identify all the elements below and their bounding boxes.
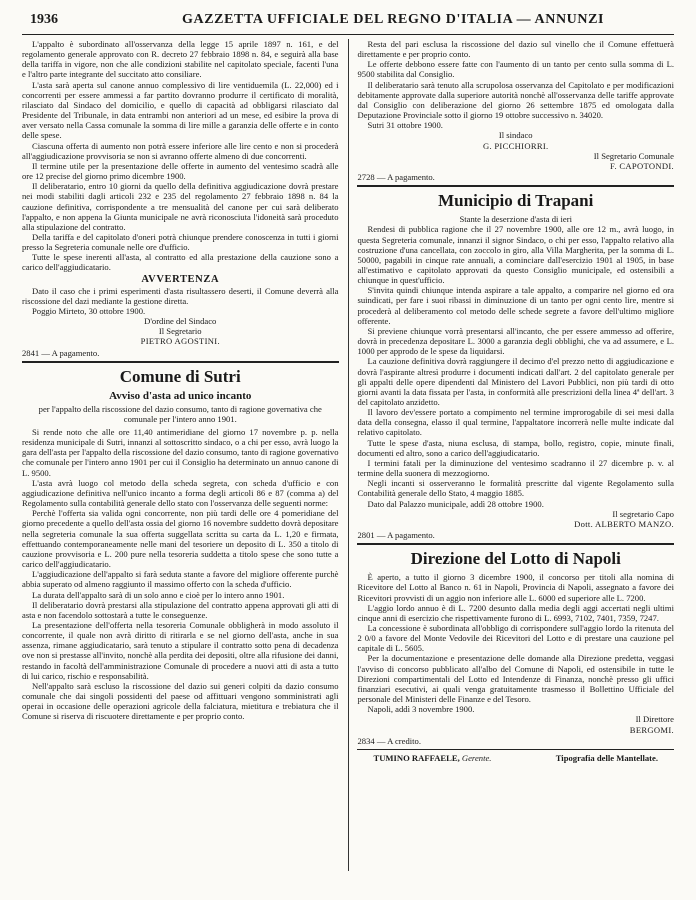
secretary-name: F. CAPOTONDI.	[610, 160, 674, 171]
paragraph: L'asta avrà luogo col metodo della scheda segreta, con scheda d'ufficio e con aggiudicazione definitiva nell'unico incanto a forma degli articoli 86 e 87 (comma a) del Regolamento sulla contabilità generale dello stato con l'osservanza delle seguenti norme:	[22, 477, 339, 509]
paragraph: Si previene chiunque vorrà presentarsi all'incanto, che per essere ammesso ad offerire, dovrà in precedenza depositare L. 3000 a garanzia degli obblighi, che va ad assumere, e L. 1000 per approdo de le spese da liquidarsi.	[357, 325, 674, 357]
paragraph: L'asta sarà aperta sul canone annuo complessivo di lire ventiduemila (L. 22,000) ed i concorrenti per essere ammessi a far partito dovranno produrre il certificato di moralità, rilasciato dal Sindaco del domicilio, e quello di capacità ad obbligarsi rilasciato dal Presidente del Tribunale, in data entrambi non anteriori ad un mese, ed esibire la prova di aver versato nella Cassa comunale la somma di lire mille a garanzia delle offerte e in conto delle spese.	[22, 79, 339, 141]
paragraph: Il termine utile per la presentazione delle offerte in aumento del ventesimo scadrà alle ore 12 precise del giorno primo dicembre 1900.	[22, 160, 339, 182]
paragraph: Per la documentazione e presentazione delle domande alla Direzione predetta, veggasi l'avviso di concorso pubblicato all'albo del Comune di Napoli, ed ostensibile in tutte le Direzioni compartimentali del Lotto ed Intendenze di Finanza, nonchè presso gli uffici finanziari esecutivi, ai quali venga gratuitamente trasmesso il Bollettino Ufficiale del personale del Ministeri delle Finanze e del Tesoro.	[357, 653, 674, 705]
paragraph: Rendesi di pubblica ragione che il 27 novembre 1900, alle ore 12 m., avrà luogo, in questa Segreteria comunale, innanzi il signor Sindaco, o chi per esso, l'appalto relativo alla costruzione d'una cancellata, con zoccolo in giro, alla Villa Margherita, per la somma di L. 50000, pagabili in cinque rate annuali, a cominciare dall'esercizio 1901 al 1905, in base all'estimativo e capitolato approvati da questo Consiglio municipale, ed ostensibili a chiunque in quest'ufficio.	[357, 224, 674, 286]
secretary-name: Dott. ALBERTO MANZO.	[574, 518, 674, 529]
notice-number: 2841	[22, 347, 40, 358]
sutri-notice	[22, 366, 339, 722]
order-line: D'ordine del Sindaco	[144, 316, 217, 327]
paragraph: S'invita quindi chiunque intenda aspirare a tale appalto, a comparire nel giorno ed ora suindicati, per fare i suoi ribassi in diminuzione di un tanto per ogni cento lire, mentre si procederà al deliberamento col metodo delle schede segrete a favore dell'ultimo migliore offerente.	[357, 285, 674, 326]
paragraph: La durata dell'appalto sarà di un solo anno e cioè per lo intero anno 1901.	[32, 589, 285, 600]
sindaco-name: G. PICCHIORRI.	[482, 140, 549, 151]
sutri-intro: per l'appalto della riscossione del dazio consumo, tanto di ragione governativa che comunale per l'intero anno 1901.	[38, 403, 322, 424]
paragraph: Ciascuna offerta di aumento non potrà essere inferiore alle lire cento e non si procederà all'aggiudicazione provvisoria se non si avranno offerte almeno di due concorrenti.	[22, 140, 339, 161]
paragraph: Il deliberatario sarà tenuto alla scrupolosa osservanza del Capitolato e per modificazioni debitamente approvate dalla superiore autorità nonchè all'osservanza delle tariffe approvate dal Consiglio con deliberazione del giorno 26 settembre 1875 ed omologata dalla Deputazione Provinciale sotto il giorno 19 ottobre successivo n. 34020.	[357, 79, 674, 121]
paragraph: Perchè l'offerta sia valida ogni concorrente, non più tardi delle ore 4 pomeridiane del giorno precedente a quello dell'asta ossia del giorno 16 novembre suddetto dovrà depositare nella segreteria comunale la sua offerta suggellata scritta su carta da L. 1,20 e firmata, effettuando contemporaneamente nelle mani del tesoriere un deposito di L. 350 a titolo di cauzione provvisoria e L. 200 pure nella tesoreria suddetta a titolo spese che sono tutte a carico dell'aggiudicatario.	[22, 508, 339, 570]
lotto-title: Direzione del Lotto di Napoli	[410, 549, 621, 569]
section-separator	[357, 185, 674, 187]
paragraph: Il lavoro dev'essere portato a compimento nel termine improrogabile di sei mesi dalla data della consegna, elasso il qual termine, l'appaltatore incorrerà nelle multe indicate dal relativo capitolato.	[357, 407, 674, 438]
payment-text: — A pagamento.	[376, 172, 435, 183]
paragraph: Nell'appalto sarà escluso la riscossione del dazio sui generi colpiti da dazio consumo comunale che dai singoli possidenti del paese od affittuari vengono somministrati agli operai in occasione delle operazioni agricole della falciatura, mietitura e trebiatura che il Comune si riserva di riscuotere direttamente e per proprio conto.	[22, 680, 339, 722]
paragraph: Dato dal Palazzo municipale, addì 28 ottobre 1900.	[367, 498, 544, 509]
director-name: BERGOMI.	[629, 724, 674, 735]
director-title: Il Direttore	[635, 714, 674, 725]
section-separator	[22, 361, 339, 363]
notice-number: 2801	[357, 530, 375, 541]
page-number: 1936	[30, 12, 58, 27]
paragraph: Resta del pari esclusa la riscossione del dazio sul vinello che il Comune effettuerà direttamente e per proprio conto.	[357, 39, 674, 60]
trapani-lead: Stante la deserzione d'asta di ieri	[459, 214, 572, 225]
lotto-notice	[357, 548, 674, 735]
payment-line	[357, 530, 674, 540]
sutri-title: Comune di Sutri	[119, 366, 241, 386]
paragraph: È aperto, a tutto il giorno 3 dicembre 1900, il concorso per titoli alla nomina di Ricevitore del Lotto al Banco n. 61 in Napoli, Provincia di Napoli, assegnato a favore dei Ricevitori provvisti di un aggio non inferiore alle L. 6000 ed superiore alle L. 7200.	[357, 572, 674, 603]
place-date: Sutri 31 ottobre 1900.	[367, 120, 443, 131]
paragraph: Tutte le spese d'asta, niuna esclusa, di stampa, bollo, registro, copie, minute finali, documenti ed altro, sono a carico dell'aggiudicatario.	[357, 437, 674, 458]
paragraph: L'aggiudicazione dell'appalto si farà seduta stante a favore del migliore offerente purchè abbia superato od almeno raggiunto il massimo offerto con la scheda d'ufficio.	[22, 569, 339, 590]
section-separator	[357, 543, 674, 545]
left-column	[22, 39, 345, 871]
payment-text: — A credito.	[376, 735, 421, 746]
paragraph: L'aggio lordo annuo è di L. 7200 desunto dalla media degli aggi accertati negli ultimi cinque anni di esercizio che rispettivamente furono di L. 6993, 7102, 7401, 7359, 7247.	[357, 602, 674, 623]
paragraph: Le offerte debbono essere fatte con l'aumento di un tanto per cento sulla somma di L. 9500 stabilita dal Consiglio.	[357, 59, 674, 80]
poggio-notice-body	[22, 39, 339, 273]
notice-number: 2834	[357, 735, 375, 746]
paragraph: Della tariffa e del capitolato d'oneri potrà chiunque prendere conoscenza in tutti i giorni presso la Segreteria comunale nelle ore d'ufficio.	[22, 231, 339, 253]
paragraph: Negli incanti si osserveranno le formalità prescritte dal vigente Regolamento sulla Contabilità generale dello Stato, 4 maggio 1885.	[357, 478, 674, 499]
secretary-title: Il segretario Capo	[612, 508, 674, 519]
columns	[22, 39, 674, 871]
payment-line	[357, 736, 674, 746]
sutri-subtitle: Avviso d'asta ad unico incanto	[109, 389, 252, 402]
printer-role: Gerente.	[461, 752, 492, 763]
paragraph: La cauzione definitiva dovrà raggiungere il decimo d'el prezzo netto di aggiudicazione e dovrà l'aspirante altresì produrre i documenti indicati dall'art. 2 del capitolato generale per gli appalti delle opere dipendenti dal Ministero del Lavori Pubblici, non più tardi di otto giorni avanti la data fissata per l'asta, in conformità alle prescrizioni della linea 4ª dell'art. 3 del capitolato anzidetto.	[357, 356, 674, 407]
section-separator	[357, 749, 674, 750]
right-column	[351, 39, 674, 871]
paragraph: Il deliberatario, entro 10 giorni da quello della definitiva aggiudicazione dovrà prestare nei modi stabiliti dagli articoli 232 e 235 del regolamento 27 febbraio 1898 n. 84 la cauzione definitiva, corrispondente a tre mensualità del canone per cui sarà deliberato l'appalto, e non appena la Giunta municipale ne avrà riconosciuta l'idoneità sarà proceduto alla stipulazione del contratto.	[22, 181, 339, 232]
payment-line	[357, 172, 674, 182]
sindaco-title: Il sindaco	[498, 130, 533, 141]
paragraph: Si rende noto che alle ore 11,40 antimeridiane del giorno 17 novembre p. p. nella residenza municipale di Sutri, innanzi al sottoscritto sindaco, o a chi per esso, avrà luogo la gara dell'asta per l'appalto della riscossione del dazio consumo, tanto di ragione governativo che comunale per l'intero anno 1901 per cui il Consiglio ha determinato un annuo canone di L. 9500.	[22, 427, 339, 478]
avvertenza-text: Dato il caso che i primi esperimenti d'asta risultassero deserti, il Comune deverrà alla riscossione del dazi mediante la gestione diretta.	[22, 285, 339, 306]
trapani-notice	[357, 190, 674, 529]
secretary-title: Il Segretario Comunale	[593, 150, 674, 161]
payment-text: — A pagamento.	[41, 347, 100, 358]
printer-footer	[357, 753, 674, 763]
paragraph: La concessione è subordinata all'obbligo di corrispondere sull'aggio lordo la ritenuta del 2 0/0 a favore del Monte Vedovile dei Ricevitori del Lotto e di prestare una cauzione pel capitale di L. 5605.	[357, 622, 674, 654]
printer-name: TUMINO RAFFAELE,	[373, 752, 460, 763]
paragraph: I termini fatali per la diminuzione del ventesimo scadranno il 27 dicembre p. v. al termine della suonera di mezzogiorno.	[357, 457, 674, 479]
payment-line	[22, 348, 339, 358]
paragraph: L'appalto è subordinato all'osservanza della legge 15 aprile 1897 n. 161, e del regolamento generale approvato con R. decreto 27 febbraio 1898 n. 84, e seguirà alla base della tariffa in vigore, non che alle condizioni stabilite nel capitolato speciale, facenti l'una e l'altro parte integrante del succitato atto consiliare.	[22, 39, 339, 80]
masthead-rule	[22, 34, 674, 35]
printer-line	[373, 753, 491, 763]
paragraph: Tutte le spese inerenti all'asta, al contratto ed alla prestazione della cauzione sono a carico dell'aggiudicatario.	[22, 252, 339, 273]
avvertenza-heading: AVVERTENZA	[141, 273, 220, 285]
notice-number: 2728	[357, 172, 375, 183]
paragraph: Il deliberatario dovrà prestarsi alla stipulazione del contratto appena approvati gli atti di asta e non facendolo sottostarà a tutte le conseguenze.	[22, 599, 339, 620]
gazette-title: GAZZETTA UFFICIALE DEL REGNO D'ITALIA — ANNUNZI	[182, 12, 605, 27]
masthead	[22, 10, 674, 30]
payment-text: — A pagamento.	[376, 530, 435, 541]
trapani-title: Municipio di Trapani	[438, 191, 594, 211]
press-name: Tipografia delle Mantellate.	[555, 752, 658, 763]
secretary-name: PIETRO AGOSTINI.	[140, 336, 220, 347]
column-divider	[348, 39, 349, 871]
place-date: Napoli, addì 3 novembre 1900.	[367, 704, 475, 715]
secretary-title: Il Segretario	[158, 326, 202, 337]
paragraph: La presentazione dell'offerta nella tesoreria Comunale obbligherà in modo assoluto il concorrente, il quale non avrà diritto di ritirarla e se nel giorno dell'asta, anche in sua assenza, rimane aggiudicatario, sarà tenuto a stipulare il contratto sotto pena di decadenza ove non si prestasse all'invito, nonchè alla perdita dei depositi, oltre alla rifusione dei danni, restando in facoltà dell'amministrazione Comunale di procedere a nuovi atti di asta a tutto di lui carico, rischio e responsabilità.	[22, 619, 339, 681]
place-date: Poggio Mirteto, 30 ottobre 1900.	[32, 305, 146, 316]
